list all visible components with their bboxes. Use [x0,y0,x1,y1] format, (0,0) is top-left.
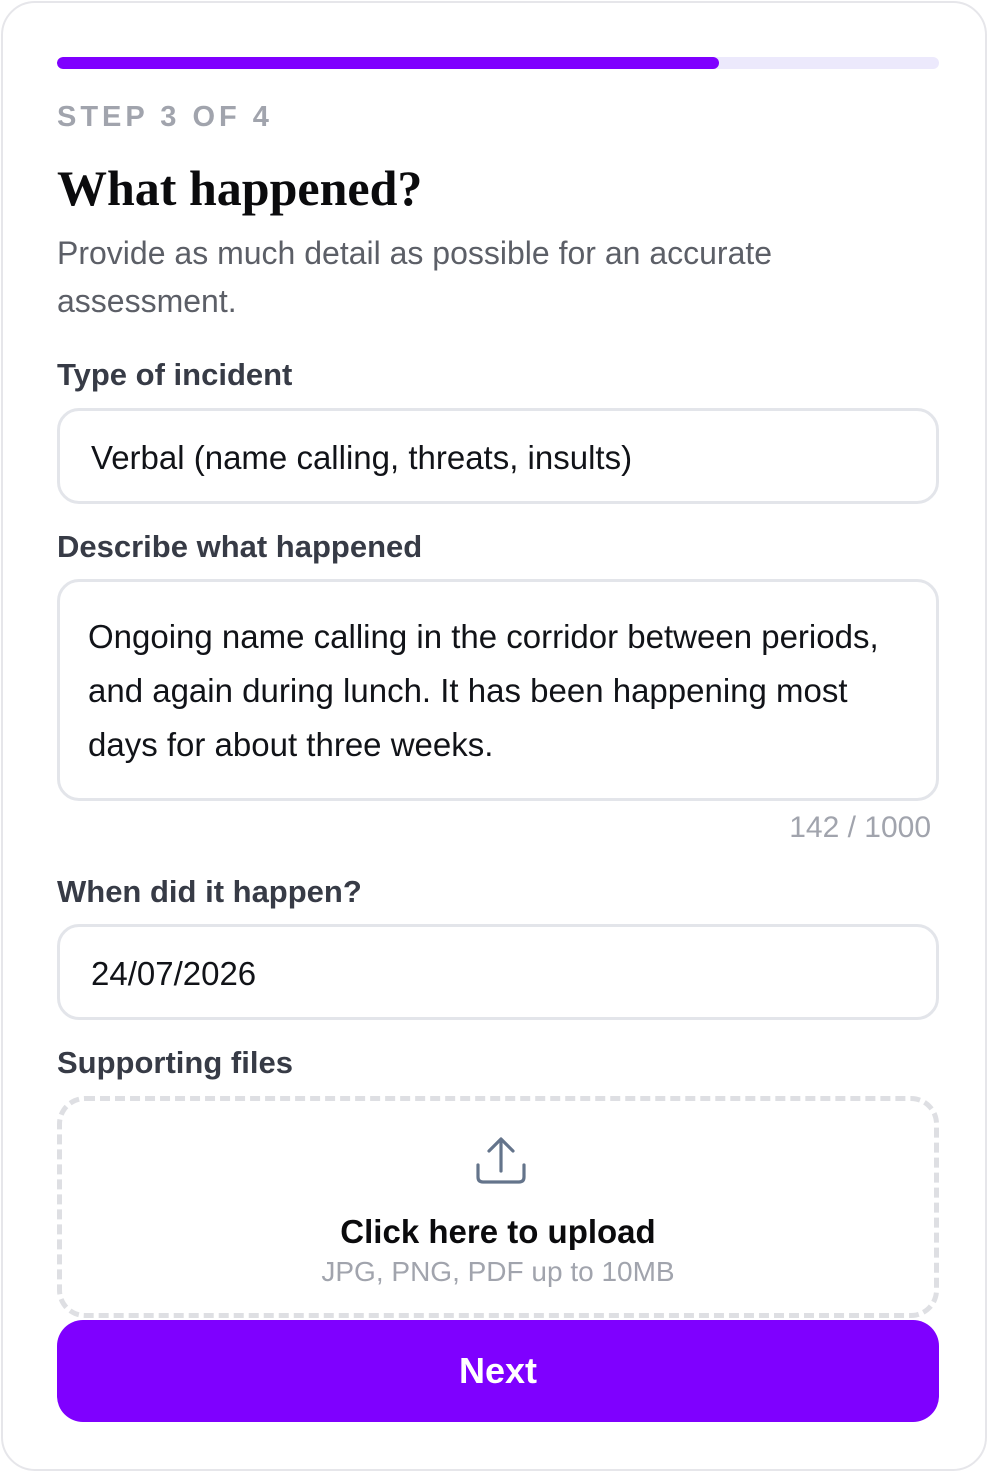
form-card [1,1,987,1471]
page-subtitle: Provide as much detail as possible for an accurate assessment. [57,235,773,319]
supporting-files-label: Supporting files [57,1045,293,1080]
incident-type-label: Type of incident [57,357,293,392]
upload-title: Click here to upload [340,1213,656,1250]
date-label: When did it happen? [57,874,362,909]
date-input[interactable] [57,924,939,1020]
description-label: Describe what happened [57,529,423,564]
description-text: Ongoing name calling in the corridor between periods, and again during lunch. It has been happening most days for about three weeks. [88,618,879,763]
step-indicator: STEP 3 OF 4 [57,101,273,133]
file-upload-dropzone[interactable] [57,1096,939,1318]
character-count: 142 / 1000 [789,811,931,844]
progress-bar [57,57,939,69]
description-textarea[interactable] [57,579,939,801]
next-button[interactable]: Next [57,1320,939,1422]
upload-hint: JPG, PNG, PDF up to 10MB [321,1256,675,1287]
page-title: What happened? [57,160,423,216]
incident-type-select[interactable] [57,408,939,504]
progress-bar-fill [57,57,719,69]
incident-type-value: Verbal (name calling, threats, insults) [91,439,633,476]
upload-icon [473,1135,529,1187]
date-value: 24/07/2026 [91,955,257,992]
